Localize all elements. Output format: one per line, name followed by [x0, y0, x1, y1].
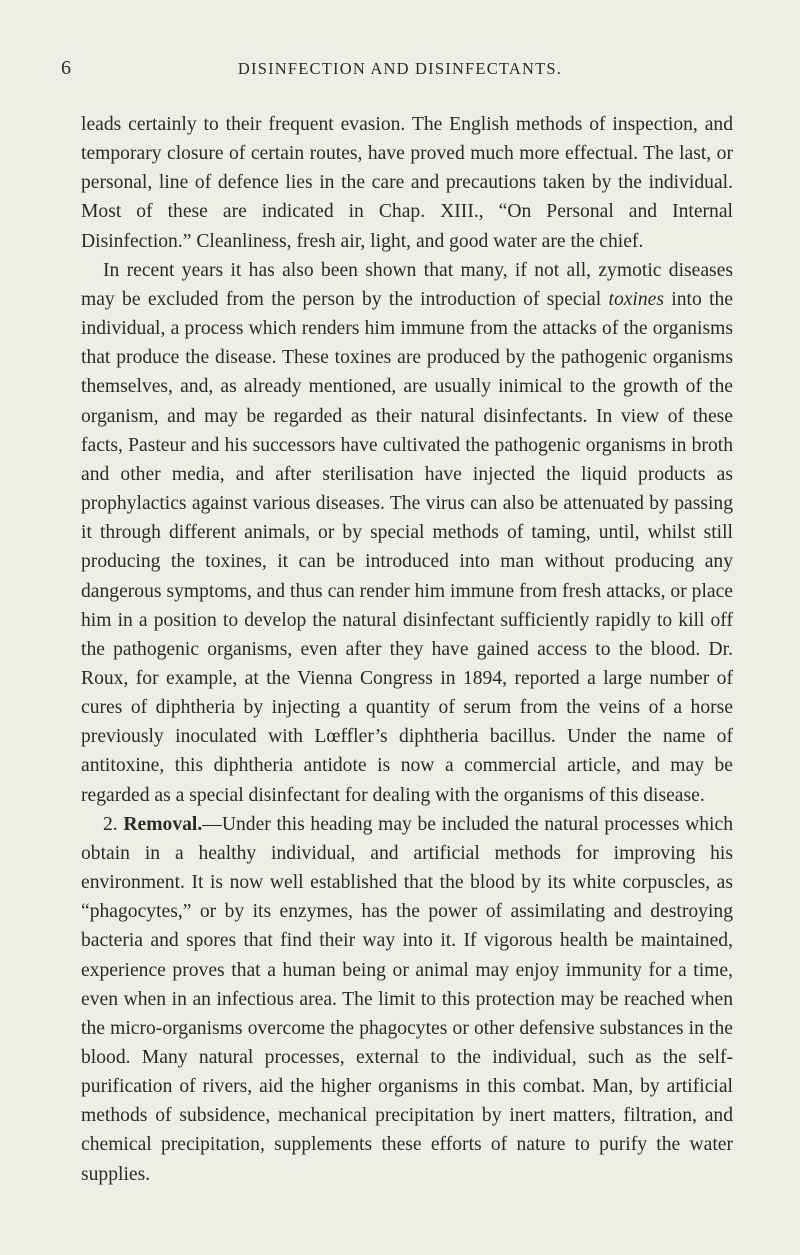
paragraph-text-part: —Under this heading may be included the natural processes which obtain in a healthy individual, and artificial methods for improving his environment. It is now well established that the blood by its white corpuscles, as “phagocytes,” or by its enzymes, has the power of assimilating and destroying bacteria and spores that find their way into it. If vigorous health be maintained, experience proves that a human being or animal may enjoy immunity for a time, even when in an infectious area. The limit to this protection may be reached when the micro-organisms overcome the phagocytes or other defensive substances in the blood. Many natural processes, external to the individual, such as the self-purification of rivers, aid the higher organisms in this combat. Man, by artificial methods of subsidence, mechanical precipitation by inert matters, filtration, and chemical precipitation, supplements these efforts of nature to purify the water supplies.: [81, 813, 733, 1185]
emphasized-term: toxines: [608, 288, 664, 310]
running-head: DISINFECTION AND DISINFECTANTS.: [237, 59, 563, 78]
paragraph-toxines: [81, 256, 733, 810]
paragraph-text-part: into the individual, a process which renders him immune from the attacks of the organisms that produce the disease. These toxines are produced by the pathogenic organisms themselves, and, as already mentioned, are usually inimical to the growth of the organism, and may be regarded as their natural disinfectants. In view of these facts, Pasteur and his successors have cultivated the pathogenic organisms in broth and other media, and after sterilisation have injected the liquid products as prophylactics against various diseases. The virus can also be attenuated by passing it through different animals, or by special methods of taming, until, whilst still producing the toxines, it can be introduced into man without producing any dangerous symptoms, and thus can render him immune from fresh attacks, or place him in a position to develop the natural disinfectant sufficiently rapidly to kill off the pathogenic organisms, even after they have gained access to the blood. Dr. Roux, for example, at the Vienna Congress in 1894, reported a large number of cures of diphtheria by injecting a quantity of serum from the veins of a horse previously inoculated with Lœffler’s diphtheria bacillus. Under the name of antitoxine, this diphtheria antidote is now a commercial article, and may be regarded as a special disinfectant for dealing with the organisms of this disease.: [81, 288, 734, 806]
body-text: [81, 110, 733, 1189]
paragraph-text-part: In recent years it has also been shown that many, if not all, zymotic diseases may be excluded from the person by the introduction of special: [81, 259, 733, 310]
paragraph-continuation: leads certainly to their frequent evasion. The English methods of inspection, and temporary closure of certain routes, have proved much more effectual. The last, or personal, line of defence lies in the care and precautions taken by the individual. Most of these are indicated in Chap. XIII., “On Personal and Internal Disinfection.” Cleanliness, fresh air, light, and good water are the chief.: [81, 114, 733, 252]
section-heading: Removal.: [123, 813, 203, 835]
page-number: 6: [61, 57, 71, 79]
section-number: 2.: [103, 813, 118, 835]
paragraph-removal: [81, 810, 733, 1189]
